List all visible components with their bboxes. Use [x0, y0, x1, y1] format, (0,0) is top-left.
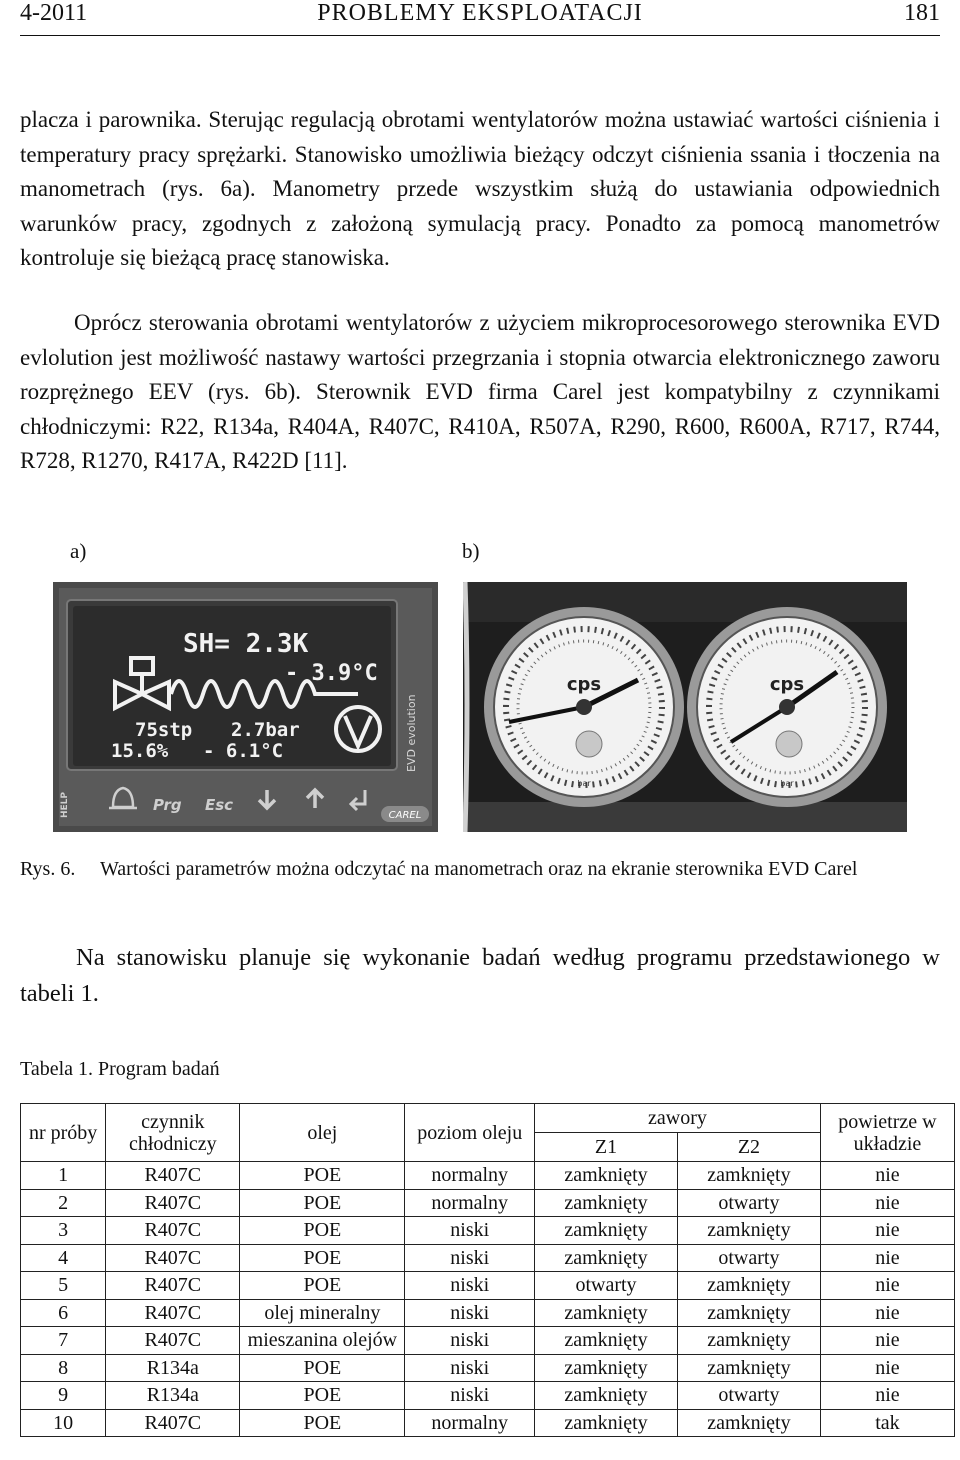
cell-trial-number: 8	[21, 1354, 106, 1382]
cell-oil-level: niski	[405, 1354, 535, 1382]
cell-valve-z1: zamknięty	[535, 1244, 678, 1272]
cell-oil: POE	[240, 1189, 405, 1217]
issue-number: 4-2011	[20, 0, 88, 26]
cell-oil-level: normalny	[405, 1409, 535, 1437]
header-z1: Z1	[535, 1133, 678, 1162]
cell-oil-level: niski	[405, 1244, 535, 1272]
cell-valve-z2: otwarty	[677, 1382, 820, 1410]
cell-oil-level: niski	[405, 1217, 535, 1245]
cell-valve-z1: zamknięty	[535, 1354, 678, 1382]
cell-air-in-system: tak	[820, 1409, 954, 1437]
gauge-unit: bar	[577, 779, 591, 788]
display-pressure: 2.7bar	[231, 719, 300, 741]
figure-label-a: a)	[70, 539, 87, 563]
paragraph-3: Na stanowisku planuje się wykonanie badań według programu przedstawionego w tabeli 1.	[20, 944, 940, 1007]
prg-button: Prg	[153, 796, 182, 814]
cell-trial-number: 7	[21, 1327, 106, 1355]
paragraph-2: Oprócz sterowania obrotami wentylatorów z użyciem mikroprocesorowego sterownika EVD evlolution jest możliwość nastawy wartości przegrzania i stopnia otwarcia elektronicznego zaworu rozprężnego EEV (rys. 6b). Sterownik EVD firma Carel jest kompatybilny z czynnikami chłodniczymi: R22, R134a, R404A, R407C, R410A, R507A, R290, R600, R600A, R717, R744, R728, R1270, R417A, R422D [11].	[20, 310, 940, 473]
cell-valve-z1: zamknięty	[535, 1409, 678, 1437]
paragraph-1: placza i parownika. Sterując regulacją obrotami wentylatorów można ustawiać wartości ciśnienia i temperatury pracy sprężarki. Stanowisko umożliwia bieżący odczyt ciśnienia ssania i tłoczenia na manometrach (rys. 6a). Manometry przede wszystkim służą do ustawiania odpowiednich warunków pracy, zgodnych z założoną symulacją pracy. Ponadto za pomocą manometrów kontroluje się bieżącą pracę stanowiska.	[20, 107, 940, 270]
cell-refrigerant: R407C	[106, 1244, 240, 1272]
cell-trial-number: 4	[21, 1244, 106, 1272]
cell-air-in-system: nie	[820, 1189, 954, 1217]
table-row	[21, 1409, 955, 1437]
cell-oil-level: niski	[405, 1382, 535, 1410]
table-row	[21, 1244, 955, 1272]
gauge-brand-logo: cps	[566, 674, 602, 695]
table-row	[21, 1327, 955, 1355]
cell-oil: POE	[240, 1354, 405, 1382]
cell-trial-number: 1	[21, 1162, 106, 1190]
cell-valve-z2: zamknięty	[677, 1272, 820, 1300]
cell-air-in-system: nie	[820, 1299, 954, 1327]
table-row	[21, 1382, 955, 1410]
cell-oil: olej mineralny	[240, 1299, 405, 1327]
carel-logo: CAREL	[388, 810, 422, 821]
cell-valve-z2: zamknięty	[677, 1327, 820, 1355]
help-key-label: HELP	[60, 791, 70, 818]
cell-refrigerant: R134a	[106, 1382, 240, 1410]
cell-air-in-system: nie	[820, 1272, 954, 1300]
table-body	[21, 1162, 955, 1437]
cell-refrigerant: R407C	[106, 1162, 240, 1190]
table-row	[21, 1354, 955, 1382]
cell-trial-number: 9	[21, 1382, 106, 1410]
cell-valve-z1: zamknięty	[535, 1162, 678, 1190]
discharge-gauge	[687, 607, 887, 807]
cell-oil-level: niski	[405, 1299, 535, 1327]
cell-refrigerant: R407C	[106, 1327, 240, 1355]
journal-title: PROBLEMY EKSPLOATACJI	[317, 0, 643, 26]
cell-valve-z2: otwarty	[677, 1244, 820, 1272]
header-air: powietrze w układzie	[820, 1104, 954, 1162]
cell-valve-z2: zamknięty	[677, 1409, 820, 1437]
caption-number: Rys. 6.	[20, 858, 76, 880]
cell-oil-level: niski	[405, 1272, 535, 1300]
cell-air-in-system: nie	[820, 1162, 954, 1190]
cell-oil: POE	[240, 1217, 405, 1245]
cell-refrigerant: R407C	[106, 1272, 240, 1300]
esc-button: Esc	[205, 796, 234, 814]
cell-oil: mieszanina olejów	[240, 1327, 405, 1355]
cell-valve-z1: zamknięty	[535, 1189, 678, 1217]
cell-oil: POE	[240, 1272, 405, 1300]
cell-refrigerant: R407C	[106, 1409, 240, 1437]
cell-trial-number: 2	[21, 1189, 106, 1217]
table-row	[21, 1162, 955, 1190]
display-opening: 15.6%	[111, 740, 169, 762]
manometers-photo	[463, 582, 907, 832]
cell-valve-z2: zamknięty	[677, 1162, 820, 1190]
controller-display-photo	[53, 582, 438, 832]
cell-valve-z1: zamknięty	[535, 1327, 678, 1355]
display-superheat: SH= 2.3K	[183, 629, 309, 659]
cell-trial-number: 5	[21, 1272, 106, 1300]
cell-air-in-system: nie	[820, 1382, 954, 1410]
cell-oil: POE	[240, 1244, 405, 1272]
cell-air-in-system: nie	[820, 1354, 954, 1382]
cell-refrigerant: R407C	[106, 1189, 240, 1217]
cell-valve-z1: zamknięty	[535, 1299, 678, 1327]
cell-air-in-system: nie	[820, 1217, 954, 1245]
header-oil: olej	[240, 1104, 405, 1162]
cell-valve-z2: zamknięty	[677, 1299, 820, 1327]
display-valve-steps: 75stp	[135, 719, 193, 741]
display-temperature-2: - 6.1°C	[203, 740, 284, 762]
page-number: 181	[904, 0, 940, 26]
header-nr: nr próby	[21, 1104, 106, 1162]
cell-oil-level: normalny	[405, 1162, 535, 1190]
cell-air-in-system: nie	[820, 1327, 954, 1355]
table-row	[21, 1217, 955, 1245]
cell-valve-z1: otwarty	[535, 1272, 678, 1300]
running-header	[20, 0, 940, 34]
header-oil-level: poziom oleju	[405, 1104, 535, 1162]
table-row	[21, 1189, 955, 1217]
research-program-table	[20, 1103, 955, 1437]
cell-valve-z2: zamknięty	[677, 1354, 820, 1382]
header-z2: Z2	[677, 1133, 820, 1162]
gauge-brand-logo-2: cps	[769, 674, 805, 695]
cell-valve-z1: zamknięty	[535, 1217, 678, 1245]
cell-refrigerant: R407C	[106, 1217, 240, 1245]
cell-trial-number: 10	[21, 1409, 106, 1437]
table-title: Tabela 1. Program badań	[20, 1058, 220, 1080]
table-row	[21, 1299, 955, 1327]
cell-oil-level: niski	[405, 1327, 535, 1355]
caption-text: Wartości parametrów można odczytać na manometrach oraz na ekranie sterownika EVD Carel	[100, 858, 858, 880]
cell-oil-level: normalny	[405, 1189, 535, 1217]
header-refrigerant: czynnik chłodniczy	[106, 1104, 240, 1162]
header-valves: zawory	[535, 1104, 821, 1133]
cell-refrigerant: R134a	[106, 1354, 240, 1382]
cell-valve-z2: otwarty	[677, 1189, 820, 1217]
cell-oil: POE	[240, 1162, 405, 1190]
display-temperature: - 3.9°C	[285, 661, 378, 686]
brand-label: EVD evolution	[405, 694, 418, 772]
cell-refrigerant: R407C	[106, 1299, 240, 1327]
cell-trial-number: 6	[21, 1299, 106, 1327]
header-rule	[20, 35, 940, 36]
gauge-unit-2: bar	[780, 779, 794, 788]
cell-air-in-system: nie	[820, 1244, 954, 1272]
cell-oil: POE	[240, 1382, 405, 1410]
cell-valve-z2: zamknięty	[677, 1217, 820, 1245]
figure-label-b: b)	[462, 539, 480, 563]
cell-oil: POE	[240, 1409, 405, 1437]
table-row	[21, 1272, 955, 1300]
suction-gauge	[484, 607, 684, 807]
cell-valve-z1: zamknięty	[535, 1382, 678, 1410]
cell-trial-number: 3	[21, 1217, 106, 1245]
